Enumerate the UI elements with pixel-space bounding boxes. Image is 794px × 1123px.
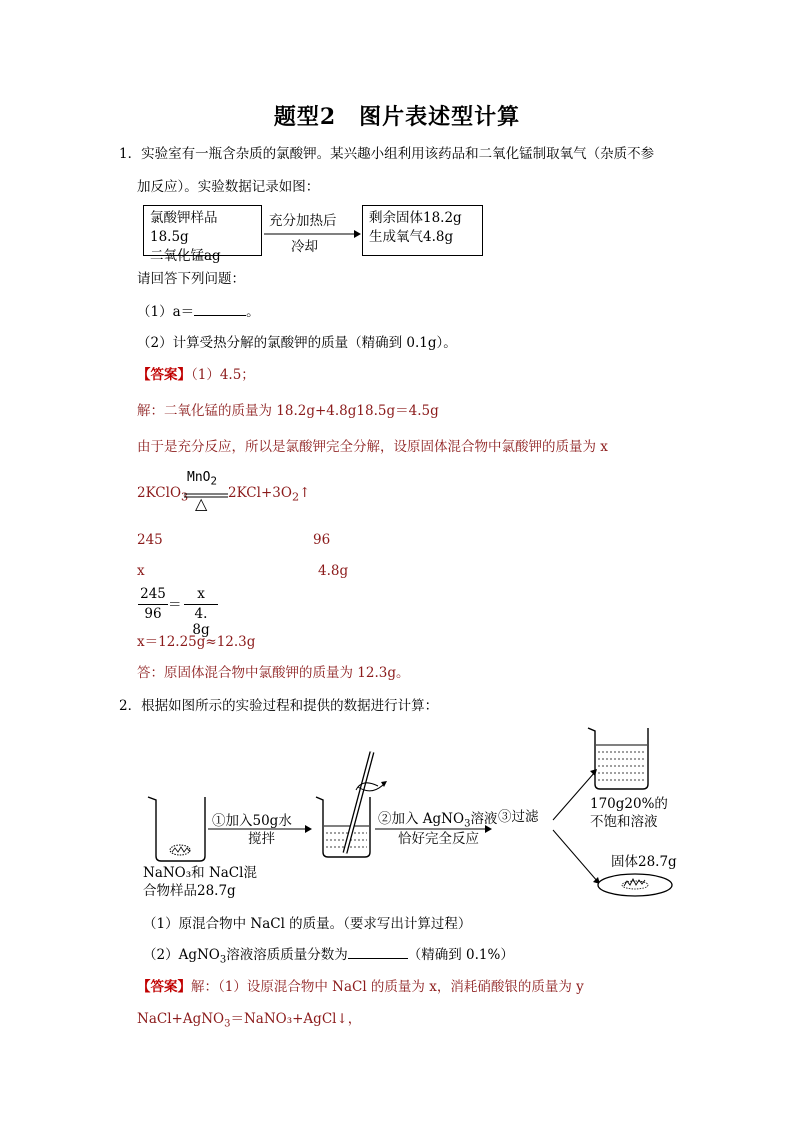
flow-arrow-top-label: 充分加热后: [269, 213, 337, 229]
heat-icon: △: [195, 494, 208, 513]
step2-top-post: 溶液: [470, 811, 498, 827]
q1-final: 答：原固体混合物中氯酸钾的质量为 12.3g。: [137, 665, 410, 681]
q2-sub2: [143, 946, 514, 970]
ratio1-a: 245: [137, 532, 163, 548]
q2-stem: 2．根据如图所示的实验过程和提供的数据进行计算：: [119, 698, 439, 714]
q2-sub2-blank: [348, 946, 408, 959]
step2-bottom-label: 恰好完全反应: [398, 831, 479, 847]
q1-prompt: 请回答下列问题：: [137, 271, 245, 287]
beaker-1-icon: [148, 797, 205, 861]
q1-solution-line1: 解：二氧化锰的质量为 18.2g+4.8g18.5g＝4.5g: [137, 403, 439, 419]
q1-answer-tag: 【答案】: [137, 367, 191, 383]
eq-catalyst-sub: 2: [210, 474, 218, 488]
solid-label: 固体28.7g: [611, 854, 677, 870]
beaker-3-icon: [588, 728, 648, 789]
q2-sub2-pre: （2）AgNO: [143, 947, 220, 963]
q1-solution-line2: 由于是充分反应，所以是氯酸钾完全分解，设原固体混合物中氯酸钾的质量为 x: [137, 439, 608, 455]
frac2-numerator: x: [197, 586, 205, 602]
frac1-denominator: 96: [144, 606, 162, 622]
beaker-2-icon: [316, 797, 370, 857]
frac1-numerator: 245: [140, 586, 166, 602]
ratio2-a: x: [137, 563, 145, 579]
q2-sub2-mid: 溶液溶质质量分数为: [226, 947, 348, 963]
q2-eq-pre: NaCl+AgNO: [137, 1011, 225, 1027]
sample-label-line2: 合物样品28.7g: [143, 883, 236, 899]
q2-equation: [137, 1010, 361, 1034]
step2-top-sub: 3: [464, 818, 471, 830]
frac-equals: ＝: [168, 597, 182, 613]
step2-top-pre: ②加入 AgNO: [378, 811, 465, 827]
eq-left-formula: 2KClO: [137, 485, 182, 501]
q1-sub1-pre: （1）a＝: [137, 304, 195, 320]
filtrate-label-line1: 170g20%的: [590, 796, 668, 812]
step1-bottom-label: 搅拌: [248, 831, 275, 847]
q1-answer-text: （1）4.5；: [191, 367, 255, 383]
q2-sub2-sub: 3: [219, 954, 227, 966]
q2-sub1: （1）原混合物中 NaCl 的质量。（要求写出计算过程）: [143, 916, 472, 932]
q2-eq-sub: 3: [224, 1018, 231, 1030]
flow-right-line2: 生成氧气4.8g: [369, 229, 454, 245]
flow-left-line1: 氯酸钾样品18.5g: [150, 210, 218, 245]
page-title: 题型2 图片表述型计算: [273, 104, 521, 130]
eq-right-sub: 2: [291, 490, 300, 504]
eq-gas-arrow: ↑: [299, 485, 311, 501]
dish-icon: [598, 874, 672, 896]
q2-answer-text: 解：（1）设原混合物中 NaCl 的质量为 x，消耗硝酸银的质量为 y: [191, 979, 584, 995]
filtrate-label-line2: 不饱和溶液: [590, 814, 658, 830]
q1-stem-line1: 1．实验室有一瓶含杂质的氯酸钾。某兴趣小组利用该药品和二氧化锰制取氧气（杂质不参: [119, 146, 655, 162]
step3-label: ③过滤: [498, 809, 539, 825]
q2-sub2-post: （精确到 0.1%）: [407, 947, 514, 963]
eq-left-sub: 3: [181, 490, 189, 504]
q1-sub2: （2）计算受热分解的氯酸钾的质量（精确到 0.1g）。: [137, 335, 457, 351]
frac2-denominator: 4. 8g: [192, 606, 210, 638]
q2-eq-post: ＝NaNO₃+AgCl↓，: [230, 1011, 362, 1027]
flow-arrow-bottom-label: 冷却: [291, 239, 318, 255]
step1-top-label: ①加入50g水: [212, 813, 292, 829]
q2-answer-tag: 【答案】: [137, 979, 191, 995]
q1-stem-line2: 加反应）。实验数据记录如图：: [137, 179, 320, 195]
eq-right-formula: 2KCl+3O: [228, 485, 292, 501]
glass-rod-icon: [345, 752, 387, 853]
q2-answer: [137, 978, 584, 996]
ratio1-b: 96: [313, 532, 331, 548]
flow-right-line1: 剩余固体18.2g: [369, 210, 462, 226]
q1-result: x＝12.25g≈12.3g: [137, 634, 256, 650]
q1-sub1-post: 。: [246, 304, 260, 320]
ratio2-b: 4.8g: [318, 563, 349, 579]
flow-left-line2: 二氧化锰ag: [150, 248, 221, 264]
sample-label-line1: NaNO₃和 NaCl混: [143, 865, 257, 881]
eq-catalyst-formula: MnO: [187, 470, 211, 485]
